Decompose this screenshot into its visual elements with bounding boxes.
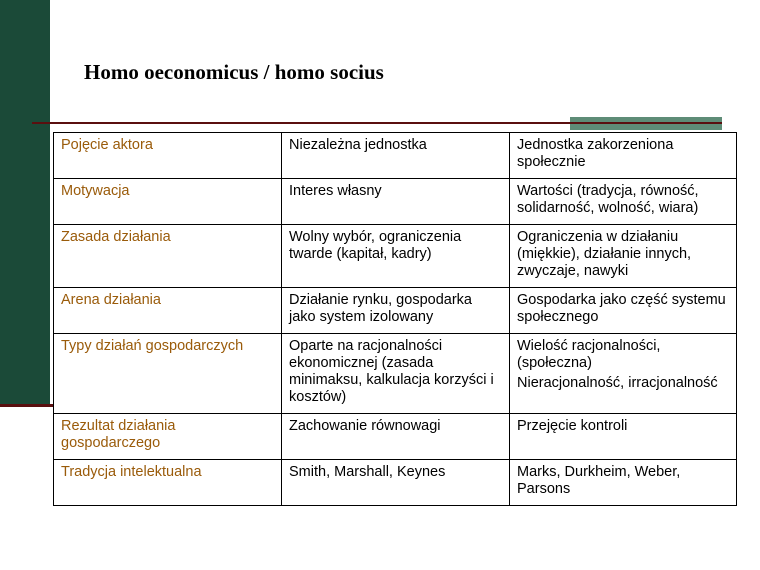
header-rule-overlay xyxy=(570,122,722,124)
oeconomicus-cell: Wolny wybór, ograniczenia twarde (kapitał, kadry) xyxy=(282,225,510,288)
table-row xyxy=(54,460,737,506)
oeconomicus-cell: Działanie rynku, gospodarka jako system izolowany xyxy=(282,288,510,334)
oeconomicus-cell: Oparte na racjonalności ekonomicznej (zasada minimaksu, kalkulacja korzyści i kosztów) xyxy=(282,334,510,414)
socius-cell xyxy=(510,334,737,414)
socius-text: Nieracjonalność, irracjonalność xyxy=(517,375,718,391)
table-row xyxy=(54,414,737,460)
slide-title: Homo oeconomicus / homo socius xyxy=(84,60,384,84)
socius-text: Jednostka zakorzeniona społecznie xyxy=(517,137,674,170)
concept-cell: Tradycja intelektualna xyxy=(54,460,282,506)
socius-cell xyxy=(510,460,737,506)
oeconomicus-cell: Zachowanie równowagi xyxy=(282,414,510,460)
socius-text: Przejęcie kontroli xyxy=(517,418,628,434)
concept-cell: Pojęcie aktora xyxy=(54,133,282,179)
table-row xyxy=(54,288,737,334)
socius-cell xyxy=(510,133,737,179)
oeconomicus-cell: Niezależna jednostka xyxy=(282,133,510,179)
oeconomicus-cell: Interes własny xyxy=(282,179,510,225)
socius-text: Marks, Durkheim, Weber, Parsons xyxy=(517,464,681,497)
table-row xyxy=(54,133,737,179)
table-row xyxy=(54,334,737,414)
concept-cell: Arena działania xyxy=(54,288,282,334)
concept-cell: Zasada działania xyxy=(54,225,282,288)
concept-cell: Typy działań gospodarczych xyxy=(54,334,282,414)
table-row xyxy=(54,179,737,225)
table-row xyxy=(54,225,737,288)
socius-cell xyxy=(510,179,737,225)
concept-cell: Motywacja xyxy=(54,179,282,225)
socius-cell xyxy=(510,225,737,288)
socius-cell xyxy=(510,414,737,460)
socius-text: Wartości (tradycja, równość, solidarność, wolność, wiara) xyxy=(517,183,699,216)
socius-text: Gospodarka jako część systemu społecznego xyxy=(517,292,726,325)
side-decoration-edge xyxy=(0,404,54,407)
socius-text: Ograniczenia w działaniu (miękkie), działanie innych, zwyczaje, nawyki xyxy=(517,229,692,279)
side-decoration-bar xyxy=(0,0,50,407)
oeconomicus-cell: Smith, Marshall, Keynes xyxy=(282,460,510,506)
concept-cell: Rezultat działania gospodarczego xyxy=(54,414,282,460)
socius-text: Wielość racjonalności, (społeczna) xyxy=(517,338,661,371)
socius-cell xyxy=(510,288,737,334)
comparison-table xyxy=(53,132,737,506)
